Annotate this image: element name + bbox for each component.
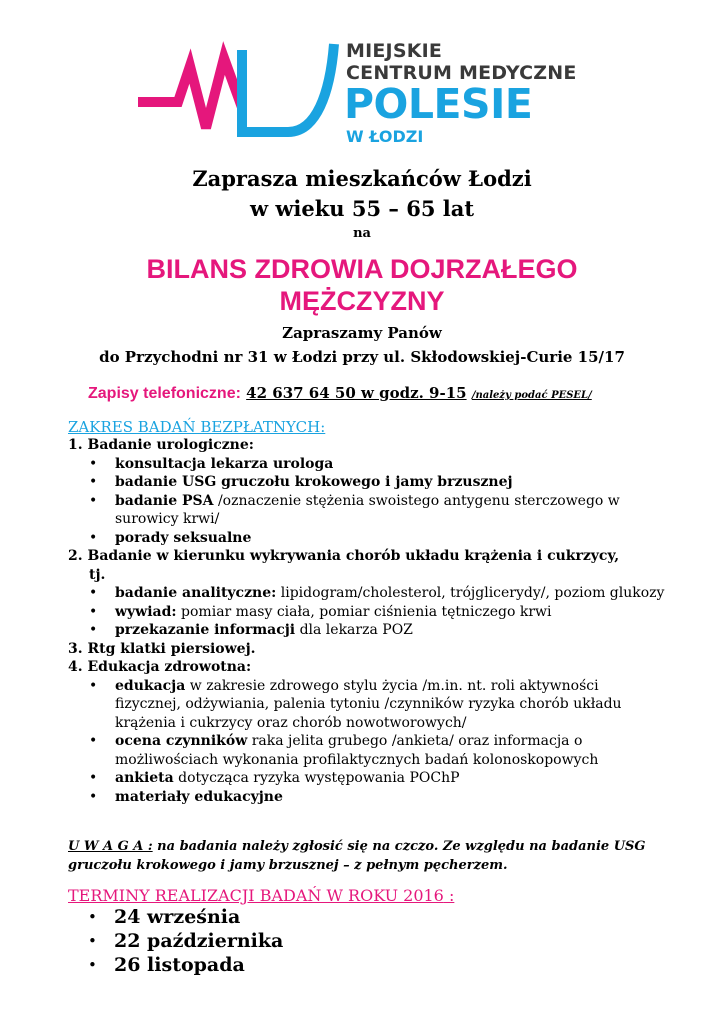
logo-line-1: MIEJSKIE — [346, 40, 443, 62]
terms-dates — [88, 905, 283, 977]
invite-line-2: w wieku 55 – 65 lat — [249, 196, 475, 221]
bullet-icon: • — [89, 529, 98, 546]
section-title: 4. Edukacja zdrowotna: — [68, 659, 252, 675]
page-title-line-1: BILANS ZDROWIA DOJRZAŁEGO — [146, 254, 578, 284]
scope-heading: ZAKRES BADAŃ BEZPŁATNYCH: — [68, 418, 326, 436]
date-item — [88, 953, 283, 977]
list-item — [68, 732, 668, 769]
bullet-icon: • — [89, 770, 98, 786]
logo — [138, 36, 598, 148]
item-bold: ocena czynników — [115, 733, 248, 749]
bullet-icon: • — [88, 956, 97, 974]
date-text: 26 listopada — [114, 954, 245, 976]
list-item — [68, 584, 668, 603]
bullet-icon: • — [89, 622, 98, 638]
scope-section-4 — [68, 658, 668, 806]
item-bold: badanie PSA — [115, 492, 214, 509]
date-text: 24 września — [114, 906, 241, 928]
item-text: lipidogram/cholesterol, trójglicerydy/, poziom glukozy — [276, 585, 665, 601]
item-bold: wywiad: — [115, 603, 177, 620]
item-bold: ankieta — [115, 770, 174, 786]
bullet-icon: • — [89, 492, 98, 509]
list-item — [68, 603, 668, 622]
phone-note: /należy podać PESEL/ — [471, 390, 592, 401]
item-bold: przekazanie informacji — [115, 622, 296, 638]
item-text: pomiar masy ciała, pomiar ciśnienia tętniczego krwi — [176, 603, 552, 620]
phone-label: Zapisy telefoniczne: — [88, 385, 241, 402]
phone-number: 42 637 64 50 w godz. 9-15 — [246, 384, 467, 402]
bullet-icon: • — [88, 932, 97, 950]
clinic-address: do Przychodni nr 31 w Łodzi przy ul. Skłodowskiej-Curie 15/17 — [99, 348, 625, 366]
heartbeat-logo-icon — [138, 36, 343, 148]
date-text: 22 października — [114, 930, 284, 952]
bullet-icon: • — [89, 603, 98, 620]
scope-section-3 — [68, 640, 668, 659]
bullet-icon: • — [88, 908, 97, 926]
item-text: /oznaczenie stężenia swoistego antygenu sterczowego w surowicy krwi/ — [115, 492, 620, 527]
item-bold: edukacja — [115, 677, 186, 694]
page-title-line-2: MĘŻCZYZNY — [279, 286, 445, 316]
bullet-icon: • — [89, 474, 98, 490]
phone-registration — [88, 384, 592, 403]
terms-heading-text: TERMINY REALIZACJI BADAŃ W ROKU 2016 — [68, 886, 444, 905]
invite-line-1: Zaprasza mieszkańców Łodzi — [192, 166, 532, 191]
scope-list — [68, 436, 668, 806]
list-item — [68, 621, 668, 640]
warning-text: na badania należy zgłosić się na czczo. Ze względu na badanie USG gruczołu krokowego i jamy brzusznej – z pełnym pęcherzem. — [68, 839, 646, 873]
item-bold: badanie analityczne: — [115, 585, 277, 601]
list-item — [68, 455, 668, 474]
item-text: raka jelita grubego /ankieta/ oraz informacja o możliwościach wykonania profilaktycznych badań kolonoskopowych — [115, 733, 599, 768]
logo-line-4: W ŁODZI — [346, 127, 424, 146]
invite-line-3: na — [353, 226, 371, 241]
terms-heading — [68, 886, 454, 905]
bullet-icon: • — [89, 455, 98, 472]
bullet-icon: • — [89, 585, 98, 601]
item-text: badanie USG gruczołu krokowego i jamy brzusznej — [115, 474, 513, 490]
list-item — [68, 529, 668, 548]
section-title: 1. Badanie urologiczne: — [68, 437, 254, 453]
logo-line-2: CENTRUM MEDYCZNE — [346, 62, 577, 84]
item-text: porady seksualne — [115, 529, 252, 546]
list-item — [68, 769, 668, 788]
list-item — [68, 473, 668, 492]
list-item — [68, 788, 668, 807]
scope-section-2 — [68, 547, 668, 640]
date-item — [88, 905, 283, 929]
section-title: 2. Badanie w kierunku wykrywania chorób układu krążenia i cukrzycy, — [68, 548, 620, 564]
invite-line-4: Zapraszamy Panów — [282, 324, 442, 342]
section-title: 3. Rtg klatki piersiowej. — [68, 640, 256, 657]
list-item — [68, 492, 668, 529]
item-text: dla lekarza POZ — [295, 622, 413, 638]
date-item — [88, 929, 283, 953]
warning-note — [68, 837, 668, 875]
item-text: w zakresie zdrowego stylu życia /m.in. nt. roli aktywności fizycznej, odżywiania, palenia tytoniu /czynników ryzyka chorób układu krążenia i cukrzycy oraz chorób nowotworowych/ — [115, 677, 622, 731]
item-text: dotycząca ryzyka występowania POChP — [173, 770, 460, 786]
bullet-icon: • — [89, 677, 98, 694]
terms-heading-suffix: : — [443, 886, 455, 905]
bullet-icon: • — [89, 733, 98, 749]
section-title-cont: tj. — [89, 566, 106, 583]
bullet-icon: • — [89, 788, 98, 805]
item-text: materiały edukacyjne — [115, 788, 283, 805]
list-item — [68, 677, 668, 733]
logo-line-3: POLESIE — [344, 80, 533, 128]
scope-section-1 — [68, 436, 668, 547]
item-text: konsultacja lekarza urologa — [115, 455, 334, 472]
warning-label: U W A G A : — [68, 839, 153, 854]
